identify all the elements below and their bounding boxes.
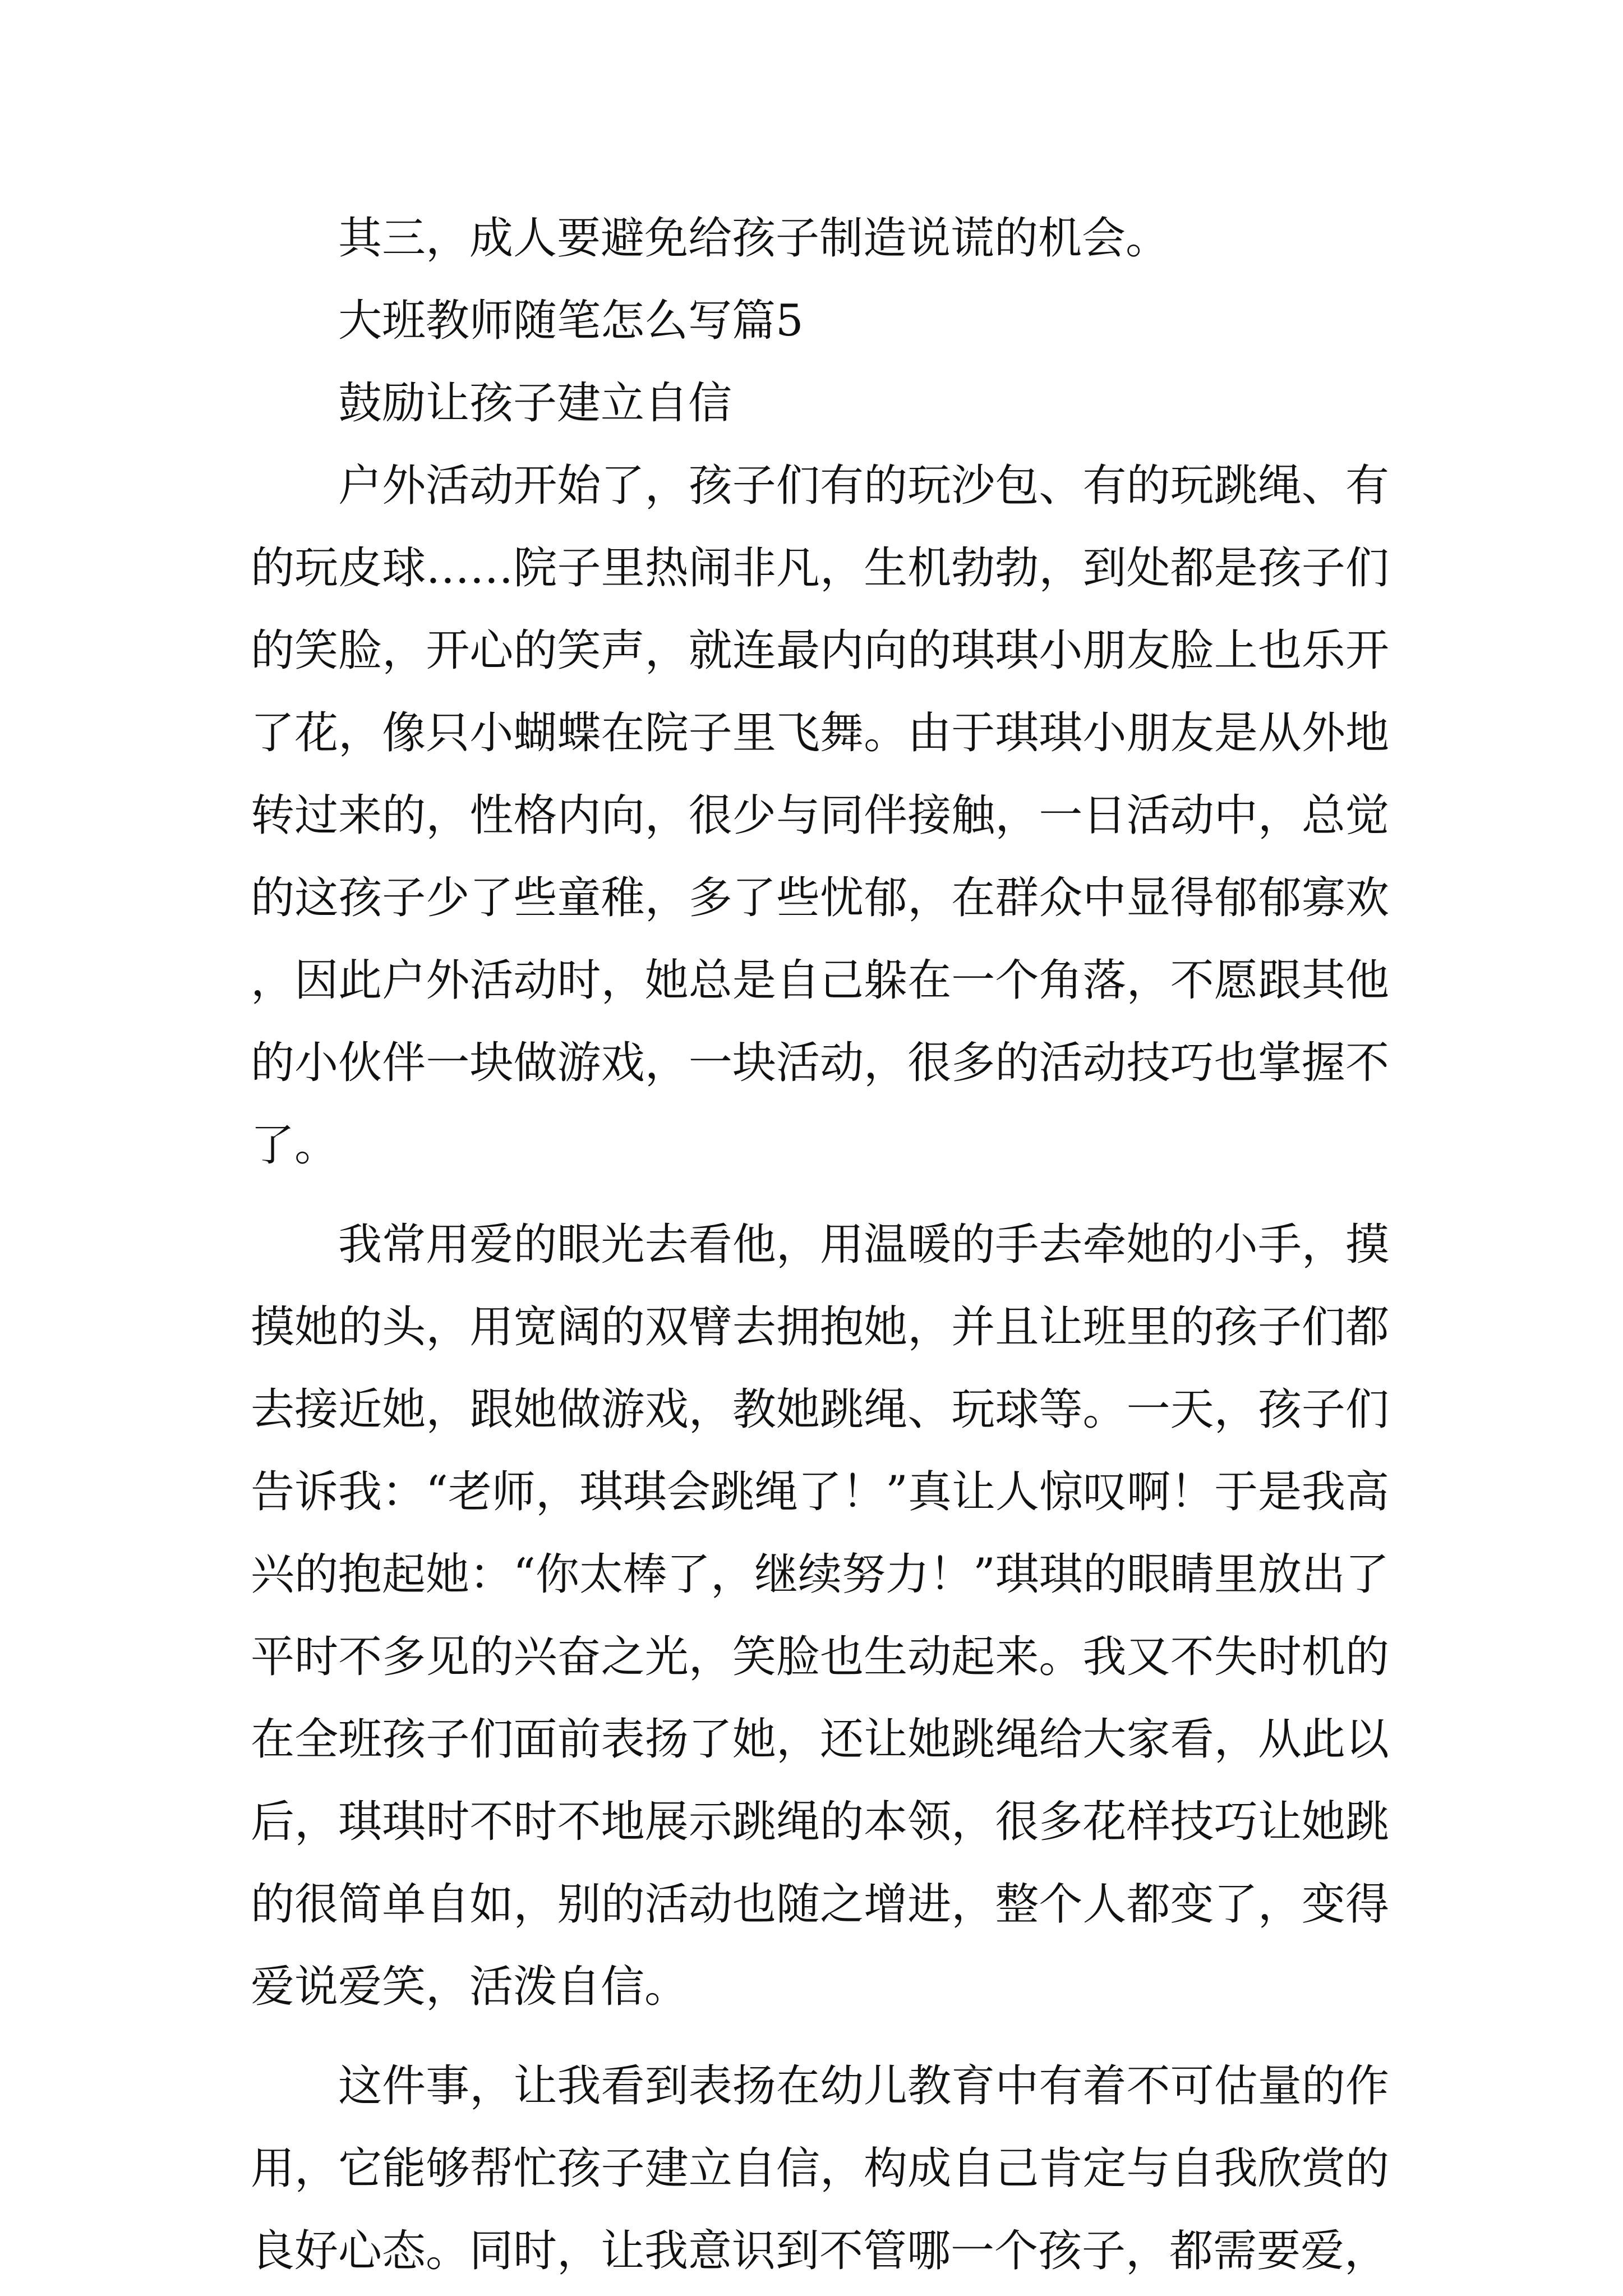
paragraph-encouragement: 我常用爱的眼光去看他，用温暖的手去牵她的小手，摸摸她的头，用宽阔的双臂去拥抱她，并且让班里的孩子们都去接近她，跟她做游戏，教她跳绳、玩球等。一天，孩子们告诉我：“老师，琪琪会跳绳了！”真让人惊叹啊！于是我高兴的抱起她：“你太棒了，继续努力！”琪琪的眼睛里放出了平时不多见的兴奋之光，笑脸也生动起来。我又不失时机的在全班孩子们面前表扬了她，还让她跳绳给大家看，从此以后，琪琪时不时不地展示跳绳的本领，很多花样技巧让她跳的很简单自如，别的活动也随之增进，整个人都变了，变得爱说爱笑，活泼自信。 xyxy=(251,1220,1389,2012)
article-title: 鼓励让孩子建立自信 xyxy=(338,378,732,429)
paragraph-closing-point: 其三，成人要避免给孩子制造说谎的机会。 xyxy=(338,213,1170,264)
article-heading: 大班教师随笔怎么写篇5 xyxy=(338,296,804,346)
paragraph-outdoor-activity: 户外活动开始了，孩子们有的玩沙包、有的玩跳绳、有的玩皮球……院子里热闹非凡，生机勃勃，到处都是孩子们的笑脸，开心的笑声，就连最内向的琪琪小朋友脸上也乐开了花，像只小蝴蝶在院子里飞舞。由于琪琪小朋友是从外地转过来的，性格内向，很少与同伴接触，一日活动中，总觉的这孩子少了些童稚，多了些忧郁，在群众中显得郁郁寡欢，因此户外活动时，她总是自己躲在一个角落，不愿跟其他的小伙伴一块做游戏，一块活动，很多的活动技巧也掌握不了。 xyxy=(251,461,1389,1171)
paragraph-reflection: 这件事，让我看到表扬在幼儿教育中有着不可估量的作用，它能够帮忙孩子建立自信，构成自己肯定与自我欣赏的良好心态。同时，让我意识到不管哪一个孩子，都需要爱， xyxy=(251,2061,1389,2276)
document-body xyxy=(251,197,1389,2293)
